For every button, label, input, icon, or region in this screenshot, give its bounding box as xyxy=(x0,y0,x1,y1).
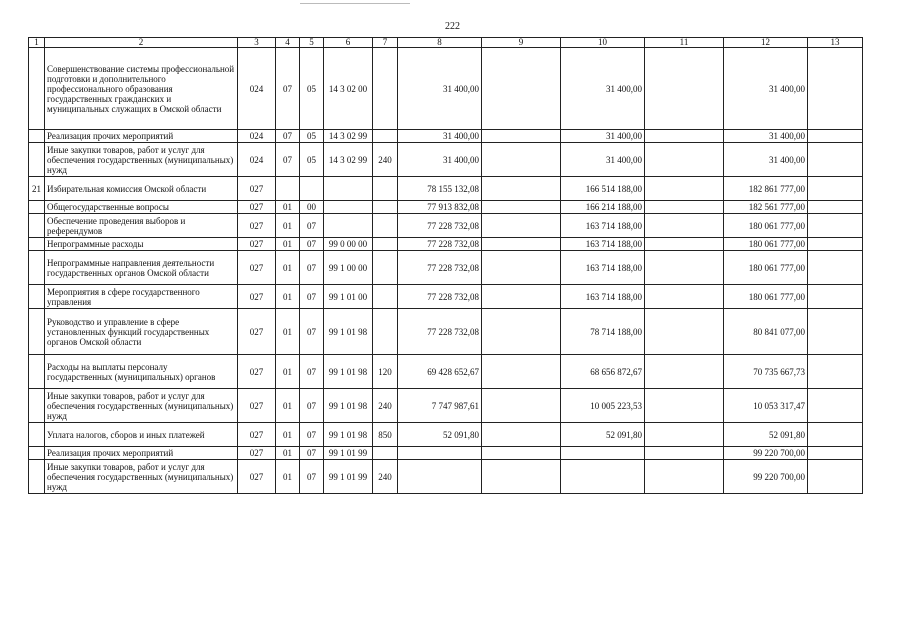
row-cell-c6: 99 1 00 00 xyxy=(324,251,373,285)
col-header: 6 xyxy=(324,38,373,48)
page-number: 222 xyxy=(445,21,460,32)
row-cell-c8: 52 091,80 xyxy=(398,423,482,447)
row-cell-c6: 99 0 00 00 xyxy=(324,238,373,251)
row-cell-c4: 01 xyxy=(276,214,300,238)
row-cell-c5 xyxy=(300,177,324,201)
row-cell-c13 xyxy=(808,309,863,355)
row-cell-c10 xyxy=(561,447,645,460)
row-cell-c13 xyxy=(808,285,863,309)
row-cell-c13 xyxy=(808,447,863,460)
row-cell-c13 xyxy=(808,143,863,177)
row-cell-c12: 180 061 777,00 xyxy=(724,285,808,309)
row-cell-c10: 163 714 188,00 xyxy=(561,285,645,309)
row-cell-c6: 99 1 01 98 xyxy=(324,309,373,355)
row-cell-c8: 31 400,00 xyxy=(398,48,482,130)
row-cell-c6: 99 1 01 99 xyxy=(324,447,373,460)
row-cell-c7 xyxy=(373,48,398,130)
row-cell-c7 xyxy=(373,130,398,143)
row-cell-c3: 027 xyxy=(238,238,276,251)
row-cell-c13 xyxy=(808,130,863,143)
row-cell-num xyxy=(29,389,45,423)
table-row xyxy=(29,355,863,389)
row-cell-num xyxy=(29,48,45,130)
row-cell-c9 xyxy=(482,48,561,130)
row-cell-c12: 80 841 077,00 xyxy=(724,309,808,355)
col-header: 10 xyxy=(561,38,645,48)
row-name-cell: Совершенствование системы профессиональной подготовки и дополнительного профессионального образования государственных гражданских и муниципальных служащих в Омской области xyxy=(45,48,238,130)
col-header: 7 xyxy=(373,38,398,48)
row-cell-num xyxy=(29,130,45,143)
row-cell-c7 xyxy=(373,214,398,238)
row-cell-c7: 240 xyxy=(373,143,398,177)
row-name-cell: Непрограммные направления деятельности государственных органов Омской области xyxy=(45,251,238,285)
row-cell-c10: 166 214 188,00 xyxy=(561,201,645,214)
row-cell-c10: 163 714 188,00 xyxy=(561,214,645,238)
row-cell-c10 xyxy=(561,460,645,494)
row-cell-c8: 77 228 732,08 xyxy=(398,251,482,285)
table-row xyxy=(29,460,863,494)
row-cell-c7 xyxy=(373,238,398,251)
table-row xyxy=(29,143,863,177)
row-cell-c13 xyxy=(808,423,863,447)
row-cell-c11 xyxy=(645,201,724,214)
row-cell-c5: 05 xyxy=(300,48,324,130)
row-cell-c7 xyxy=(373,177,398,201)
row-cell-c3: 027 xyxy=(238,389,276,423)
row-cell-c8: 31 400,00 xyxy=(398,130,482,143)
row-cell-c5: 07 xyxy=(300,285,324,309)
row-name-cell: Иные закупки товаров, работ и услуг для обеспечения государственных (муниципальных) нужд xyxy=(45,389,238,423)
row-cell-c4: 01 xyxy=(276,309,300,355)
row-cell-c10: 78 714 188,00 xyxy=(561,309,645,355)
row-cell-c8: 77 228 732,08 xyxy=(398,214,482,238)
row-cell-c4: 01 xyxy=(276,285,300,309)
row-cell-c5: 07 xyxy=(300,355,324,389)
col-header: 3 xyxy=(238,38,276,48)
row-cell-c8: 69 428 652,67 xyxy=(398,355,482,389)
row-cell-c9 xyxy=(482,214,561,238)
row-name-cell: Иные закупки товаров, работ и услуг для обеспечения государственных (муниципальных) нужд xyxy=(45,460,238,494)
row-cell-c5: 07 xyxy=(300,214,324,238)
col-header: 4 xyxy=(276,38,300,48)
row-cell-c11 xyxy=(645,285,724,309)
row-cell-c11 xyxy=(645,251,724,285)
row-cell-c10: 163 714 188,00 xyxy=(561,238,645,251)
row-name-cell: Избирательная комиссия Омской области xyxy=(45,177,238,201)
row-cell-c10: 52 091,80 xyxy=(561,423,645,447)
table-row xyxy=(29,309,863,355)
row-cell-c5: 05 xyxy=(300,130,324,143)
table-row xyxy=(29,389,863,423)
row-name-cell: Обеспечение проведения выборов и референдумов xyxy=(45,214,238,238)
row-cell-c8: 77 913 832,08 xyxy=(398,201,482,214)
row-cell-c9 xyxy=(482,177,561,201)
row-cell-c12: 180 061 777,00 xyxy=(724,214,808,238)
row-cell-c12: 52 091,80 xyxy=(724,423,808,447)
row-cell-c3: 024 xyxy=(238,143,276,177)
row-cell-c6: 99 1 01 98 xyxy=(324,389,373,423)
row-cell-c6 xyxy=(324,214,373,238)
table-row xyxy=(29,130,863,143)
row-cell-c11 xyxy=(645,214,724,238)
row-cell-c6 xyxy=(324,177,373,201)
row-cell-c6 xyxy=(324,201,373,214)
row-cell-c7: 850 xyxy=(373,423,398,447)
row-cell-c11 xyxy=(645,355,724,389)
row-cell-c13 xyxy=(808,48,863,130)
row-name-cell: Руководство и управление в сфере установленных функций государственных органов Омской области xyxy=(45,309,238,355)
budget-table xyxy=(28,37,863,494)
row-cell-c5: 07 xyxy=(300,309,324,355)
row-cell-c13 xyxy=(808,214,863,238)
row-cell-c4: 01 xyxy=(276,389,300,423)
row-name-cell: Уплата налогов, сборов и иных платежей xyxy=(45,423,238,447)
row-cell-c6: 99 1 01 98 xyxy=(324,355,373,389)
table-row xyxy=(29,423,863,447)
row-cell-c10: 163 714 188,00 xyxy=(561,251,645,285)
row-cell-c9 xyxy=(482,389,561,423)
row-cell-c13 xyxy=(808,238,863,251)
row-cell-c3: 027 xyxy=(238,460,276,494)
row-cell-c12: 10 053 317,47 xyxy=(724,389,808,423)
row-cell-c12: 99 220 700,00 xyxy=(724,447,808,460)
row-cell-c3: 024 xyxy=(238,130,276,143)
row-cell-c13 xyxy=(808,251,863,285)
row-name-cell: Реализация прочих мероприятий xyxy=(45,447,238,460)
row-cell-c9 xyxy=(482,309,561,355)
row-cell-c12: 99 220 700,00 xyxy=(724,460,808,494)
row-cell-c4: 01 xyxy=(276,355,300,389)
row-cell-c9 xyxy=(482,201,561,214)
row-cell-c12: 180 061 777,00 xyxy=(724,238,808,251)
row-cell-c9 xyxy=(482,355,561,389)
row-cell-num xyxy=(29,251,45,285)
row-cell-num xyxy=(29,143,45,177)
row-cell-c13 xyxy=(808,389,863,423)
row-cell-num xyxy=(29,285,45,309)
row-cell-c8: 78 155 132,08 xyxy=(398,177,482,201)
row-cell-c8: 77 228 732,08 xyxy=(398,285,482,309)
table-row xyxy=(29,177,863,201)
row-cell-c8: 7 747 987,61 xyxy=(398,389,482,423)
row-cell-c12: 182 861 777,00 xyxy=(724,177,808,201)
row-cell-num xyxy=(29,460,45,494)
row-cell-num xyxy=(29,238,45,251)
row-cell-c3: 027 xyxy=(238,214,276,238)
row-cell-c10: 31 400,00 xyxy=(561,48,645,130)
row-cell-c8: 77 228 732,08 xyxy=(398,309,482,355)
row-cell-c9 xyxy=(482,285,561,309)
row-cell-c12: 31 400,00 xyxy=(724,143,808,177)
col-header: 1 xyxy=(29,38,45,48)
col-header: 13 xyxy=(808,38,863,48)
row-cell-c7: 240 xyxy=(373,460,398,494)
row-cell-c10: 31 400,00 xyxy=(561,143,645,177)
row-cell-c9 xyxy=(482,238,561,251)
table-row xyxy=(29,201,863,214)
row-cell-c7: 240 xyxy=(373,389,398,423)
row-cell-c11 xyxy=(645,389,724,423)
row-cell-c3: 024 xyxy=(238,48,276,130)
row-cell-c8: 77 228 732,08 xyxy=(398,238,482,251)
row-cell-c3: 027 xyxy=(238,177,276,201)
row-cell-num xyxy=(29,201,45,214)
row-cell-c12: 182 561 777,00 xyxy=(724,201,808,214)
table-row xyxy=(29,48,863,130)
row-cell-c8 xyxy=(398,460,482,494)
scan-artifact-line xyxy=(300,3,410,4)
row-cell-c11 xyxy=(645,177,724,201)
row-cell-c5: 07 xyxy=(300,447,324,460)
row-cell-c5: 07 xyxy=(300,389,324,423)
row-cell-c9 xyxy=(482,447,561,460)
row-cell-c11 xyxy=(645,48,724,130)
row-cell-c4 xyxy=(276,177,300,201)
row-cell-c3: 027 xyxy=(238,309,276,355)
row-cell-c7: 120 xyxy=(373,355,398,389)
row-name-cell: Общегосударственные вопросы xyxy=(45,201,238,214)
row-cell-num: 21 xyxy=(29,177,45,201)
row-cell-num xyxy=(29,355,45,389)
row-cell-c11 xyxy=(645,130,724,143)
row-cell-c4: 01 xyxy=(276,251,300,285)
row-cell-c4: 07 xyxy=(276,48,300,130)
row-cell-c9 xyxy=(482,143,561,177)
row-cell-c12: 31 400,00 xyxy=(724,130,808,143)
row-cell-num xyxy=(29,447,45,460)
row-cell-c12: 31 400,00 xyxy=(724,48,808,130)
row-cell-c9 xyxy=(482,460,561,494)
row-cell-num xyxy=(29,214,45,238)
table-row xyxy=(29,251,863,285)
row-cell-c3: 027 xyxy=(238,423,276,447)
table-row xyxy=(29,285,863,309)
row-cell-c5: 00 xyxy=(300,201,324,214)
row-cell-c12: 70 735 667,73 xyxy=(724,355,808,389)
row-cell-c3: 027 xyxy=(238,285,276,309)
row-cell-c6: 14 3 02 99 xyxy=(324,143,373,177)
row-cell-c5: 07 xyxy=(300,460,324,494)
row-cell-c6: 14 3 02 00 xyxy=(324,48,373,130)
row-name-cell: Непрограммные расходы xyxy=(45,238,238,251)
col-header: 11 xyxy=(645,38,724,48)
table-row xyxy=(29,214,863,238)
row-cell-c6: 99 1 01 98 xyxy=(324,423,373,447)
row-cell-c10: 10 005 223,53 xyxy=(561,389,645,423)
row-cell-c5: 07 xyxy=(300,251,324,285)
row-cell-c8 xyxy=(398,447,482,460)
row-cell-c11 xyxy=(645,460,724,494)
row-cell-c7 xyxy=(373,447,398,460)
row-cell-c9 xyxy=(482,130,561,143)
row-cell-c3: 027 xyxy=(238,251,276,285)
row-cell-num xyxy=(29,309,45,355)
row-cell-c6: 99 1 01 99 xyxy=(324,460,373,494)
row-cell-c7 xyxy=(373,285,398,309)
row-name-cell: Реализация прочих мероприятий xyxy=(45,130,238,143)
row-cell-c6: 99 1 01 00 xyxy=(324,285,373,309)
table-row xyxy=(29,447,863,460)
row-cell-c8: 31 400,00 xyxy=(398,143,482,177)
row-name-cell: Иные закупки товаров, работ и услуг для обеспечения государственных (муниципальных) нужд xyxy=(45,143,238,177)
col-header: 12 xyxy=(724,38,808,48)
row-cell-c4: 07 xyxy=(276,130,300,143)
row-cell-num xyxy=(29,423,45,447)
col-header: 2 xyxy=(45,38,238,48)
table-row xyxy=(29,238,863,251)
row-cell-c12: 180 061 777,00 xyxy=(724,251,808,285)
row-cell-c5: 07 xyxy=(300,423,324,447)
row-cell-c11 xyxy=(645,309,724,355)
row-cell-c7 xyxy=(373,309,398,355)
row-cell-c13 xyxy=(808,201,863,214)
row-cell-c13 xyxy=(808,355,863,389)
row-cell-c4: 01 xyxy=(276,423,300,447)
row-cell-c4: 01 xyxy=(276,447,300,460)
header-row xyxy=(29,38,863,48)
row-cell-c5: 07 xyxy=(300,238,324,251)
row-name-cell: Расходы на выплаты персоналу государственных (муниципальных) органов xyxy=(45,355,238,389)
row-cell-c11 xyxy=(645,238,724,251)
row-cell-c6: 14 3 02 99 xyxy=(324,130,373,143)
row-cell-c10: 166 514 188,00 xyxy=(561,177,645,201)
row-cell-c11 xyxy=(645,423,724,447)
col-header: 9 xyxy=(482,38,561,48)
row-cell-c4: 01 xyxy=(276,201,300,214)
row-cell-c11 xyxy=(645,143,724,177)
row-cell-c13 xyxy=(808,177,863,201)
row-cell-c7 xyxy=(373,251,398,285)
row-cell-c4: 01 xyxy=(276,238,300,251)
col-header: 8 xyxy=(398,38,482,48)
row-cell-c5: 05 xyxy=(300,143,324,177)
row-cell-c4: 07 xyxy=(276,143,300,177)
row-cell-c9 xyxy=(482,423,561,447)
row-cell-c13 xyxy=(808,460,863,494)
row-cell-c3: 027 xyxy=(238,355,276,389)
row-cell-c10: 31 400,00 xyxy=(561,130,645,143)
row-cell-c3: 027 xyxy=(238,447,276,460)
row-cell-c4: 01 xyxy=(276,460,300,494)
row-cell-c9 xyxy=(482,251,561,285)
col-header: 5 xyxy=(300,38,324,48)
row-cell-c7 xyxy=(373,201,398,214)
row-name-cell: Мероприятия в сфере государственного управления xyxy=(45,285,238,309)
row-cell-c3: 027 xyxy=(238,201,276,214)
row-cell-c11 xyxy=(645,447,724,460)
row-cell-c10: 68 656 872,67 xyxy=(561,355,645,389)
